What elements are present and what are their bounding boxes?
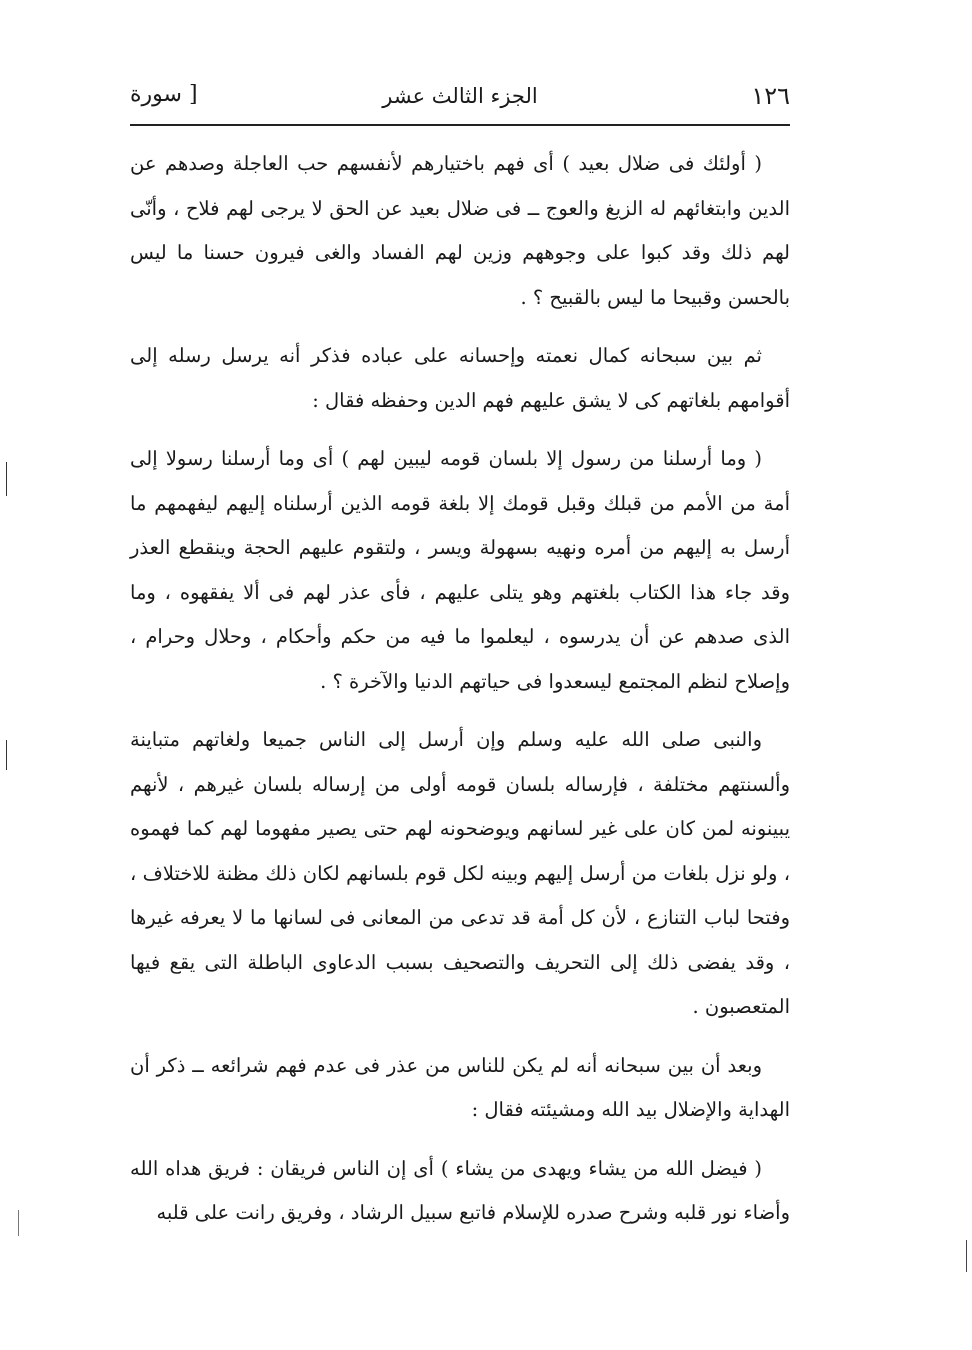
paragraph: ( أولئك فى ضلال بعيد ) أى فهم باختيارهم لأنفسهم حب العاجلة وصدهم عن الدين وابتغائهم له الزيغ والعوج ــ فى ضلال بعيد عن الحق لا يرجى لهم فلاح ، وأنّى لهم ذلك وقد كبوا على وجوههم وزين لهم الفساد والغى فيرون حسنا ما ليس بالحسن وقبيحا ما ليس بالقبيح ؟ . <box>130 152 790 309</box>
page-header <box>130 78 790 118</box>
running-title: الجزء الثالث عشر <box>382 84 538 108</box>
header-rule <box>130 124 790 126</box>
scan-margin-line <box>6 462 7 496</box>
body-text <box>130 142 790 1250</box>
paragraph: ثم بين سبحانه كمال نعمته وإحسانه على عباده فذكر أنه يرسل رسله إلى أقوامهم بلغاتهم كى لا يشق عليهم فهم الدين وحفظه فقال : <box>130 344 790 412</box>
scan-margin-line <box>966 1240 967 1272</box>
paragraph: ( فيضل الله من يشاء ويهدى من يشاء ) أى إن الناس فريقان : فريق هداه الله وأضاء نور قلبه وشرح صدره للإسلام فاتبع سبيل الرشاد ، وفريق رانت على قلبه <box>130 1156 790 1224</box>
page-number: ١٢٦ <box>751 82 790 110</box>
surah-label: [ سورة <box>130 82 198 107</box>
scan-margin-line <box>18 1210 19 1236</box>
paragraph: والنبى صلى الله عليه وسلم وإن أرسل إلى الناس جميعا ولغاتهم متباينة وألسنتهم مختلفة ، فإرساله بلسان قومه أولى من إرساله بلسان غيرهم ، لأنهم يبينونه لمن كان على غير لسانهم ويوضحونه لهم حتى يصير مفهوما لهم كما فهموه ، ولو نزل بلغات من أرسل إليهم وبينه لكل قوم بلسانهم لكان ذلك مظنة للاختلاف ، وفتحا لباب التنازع ، لأن كل أمة قد تدعى من المعانى فى لسانها ما لا يعرفه غيرها ، وقد يفضى ذلك إلى التحريف والتصحيف بسبب الدعاوى الباطلة التى يقع فيها المتعصبون . <box>130 728 790 1018</box>
paragraph: ( وما أرسلنا من رسول إلا بلسان قومه ليبين لهم ) أى وما أرسلنا رسولا إلى أمة من الأمم من قبلك وقبل قومك إلا بلغة قومه الذين أرسلناه إليهم ليفهمهم ما أرسل به إليهم من أمره ونهيه بسهولة ويسر ، ولتقوم عليهم الحجة وينقطع العذر وقد جاء هذا الكتاب بلغتهم وهو يتلى عليهم ، فأى عذر لهم فى ألا يفقهوه ، وما الذى صدهم عن أن يدرسوه ، ليعلموا ما فيه من حكم وأحكام ، وحلال وحرام ، وإصلاح لنظم المجتمع ليسعدوا فى حياتهم الدنيا والآخرة ؟ . <box>130 447 790 693</box>
paragraph: وبعد أن بين سبحانه أنه لم يكن للناس من عذر فى عدم فهم شرائعه ــ ذكر أن الهداية والإضلال بيد الله ومشيئته فقال : <box>130 1053 790 1121</box>
scan-margin-line <box>6 740 7 770</box>
